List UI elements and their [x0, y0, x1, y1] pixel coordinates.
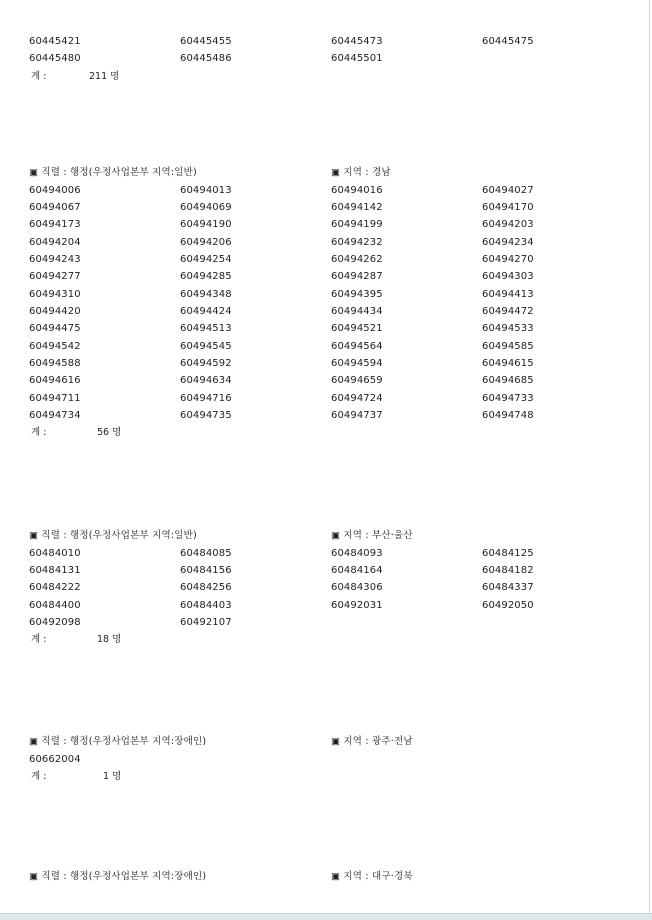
applicant-number: 60494270	[482, 253, 534, 265]
section-header	[0, 527, 650, 545]
total-row	[0, 424, 650, 442]
applicant-number: 60494748	[482, 409, 534, 421]
applicant-number: 60494737	[331, 409, 383, 421]
applicant-number: 60492031	[331, 599, 383, 611]
total-row	[0, 768, 650, 786]
applicant-number: 60494016	[331, 184, 383, 196]
applicant-number: 60445421	[29, 36, 81, 47]
applicant-number: 60494262	[331, 253, 383, 265]
applicant-number: 60484400	[29, 599, 81, 611]
applicant-number: 60494716	[180, 392, 232, 404]
applicant-number: 60494521	[331, 323, 383, 335]
applicant-number: 60494206	[180, 236, 232, 248]
applicant-number: 60492107	[180, 616, 232, 628]
section-header	[0, 868, 650, 886]
applicant-number: 60484125	[482, 547, 534, 559]
job-series-label: ▣ 직렬 : 행정(우정사업본부 지역:장애인)	[29, 871, 207, 882]
applicant-number: 60445455	[180, 36, 232, 47]
applicant-number: 60494069	[180, 201, 232, 213]
applicant-number: 60494585	[482, 340, 534, 352]
code-grid	[29, 751, 650, 768]
section-header	[0, 164, 650, 182]
applicant-number: 60494013	[180, 184, 232, 196]
applicant-number: 60494199	[331, 219, 383, 231]
applicant-number: 60484256	[180, 582, 232, 594]
total-label: 계 :	[31, 634, 47, 646]
total-count: 1 명	[103, 770, 122, 782]
applicant-number: 60492050	[482, 599, 534, 611]
applicant-number: 60445480	[29, 53, 81, 65]
applicant-number: 60484093	[331, 547, 383, 559]
total-row	[0, 68, 650, 86]
applicant-number: 60494310	[29, 288, 81, 300]
applicant-number: 60494472	[482, 305, 534, 317]
applicant-number: 60484156	[180, 564, 232, 576]
job-series-label: ▣ 직렬 : 행정(우정사업본부 지역:일반)	[29, 530, 197, 541]
region-label: ▣ 지역 : 부산·울산	[331, 530, 413, 541]
applicant-number: 60484164	[331, 564, 383, 576]
applicant-number: 60494634	[180, 375, 232, 387]
applicant-number: 60494420	[29, 305, 81, 317]
applicant-number: 60494594	[331, 357, 383, 369]
result-section-gwangju-jeonnam	[0, 733, 650, 785]
applicant-number: 60484337	[482, 582, 534, 594]
total-count: 211 명	[89, 70, 120, 82]
applicant-number: 60494545	[180, 340, 232, 352]
applicant-number: 60494615	[482, 357, 534, 369]
applicant-number: 60494735	[180, 409, 232, 421]
code-grid	[29, 33, 650, 68]
applicant-number: 60494711	[29, 392, 81, 404]
applicant-number: 60484306	[331, 582, 383, 594]
applicant-number: 60445475	[482, 36, 534, 47]
applicant-number: 60494287	[331, 271, 383, 283]
applicant-number: 60494170	[482, 201, 534, 213]
region-label: ▣ 지역 : 대구·경북	[331, 871, 413, 882]
applicant-number: 60494533	[482, 323, 534, 335]
code-grid	[29, 182, 650, 425]
total-count: 18 명	[97, 634, 122, 646]
applicant-number: 60484010	[29, 547, 81, 559]
code-grid	[29, 545, 650, 632]
section-header	[0, 733, 650, 751]
applicant-number: 60494588	[29, 357, 81, 369]
result-section-gyeongnam	[0, 164, 650, 442]
applicant-number: 60494234	[482, 236, 534, 248]
applicant-number: 60494592	[180, 357, 232, 369]
applicant-number: 60494513	[180, 323, 232, 335]
applicant-number: 60494685	[482, 375, 534, 387]
applicant-number: 60445473	[331, 36, 383, 47]
bottom-frame-bar	[0, 913, 652, 920]
applicant-number: 60662004	[29, 753, 81, 765]
applicant-number: 60494348	[180, 288, 232, 300]
applicant-number: 60494142	[331, 201, 383, 213]
applicant-number: 60484182	[482, 564, 534, 576]
job-series-label: ▣ 직렬 : 행정(우정사업본부 지역:일반)	[29, 167, 197, 178]
applicant-number: 60445501	[331, 53, 383, 65]
applicant-number: 60494424	[180, 305, 232, 317]
applicant-number: 60494190	[180, 219, 232, 231]
total-label: 계 :	[31, 70, 47, 82]
applicant-number: 60494277	[29, 271, 81, 283]
applicant-number: 60494006	[29, 184, 81, 196]
total-count: 56 명	[97, 427, 122, 439]
region-label: ▣ 지역 : 경남	[331, 167, 391, 178]
applicant-number: 60494659	[331, 375, 383, 387]
applicant-number: 60494564	[331, 340, 383, 352]
applicant-number: 60494475	[29, 323, 81, 335]
job-series-label: ▣ 직렬 : 행정(우정사업본부 지역:장애인)	[29, 736, 207, 747]
applicant-number: 60494616	[29, 375, 81, 387]
result-section-daegu-gyeongbuk	[0, 868, 650, 886]
applicant-number: 60494067	[29, 201, 81, 213]
total-row	[0, 631, 650, 649]
applicant-number: 60494734	[29, 409, 81, 421]
applicant-number: 60494434	[331, 305, 383, 317]
result-section-continued	[0, 33, 650, 85]
applicant-number: 60494724	[331, 392, 383, 404]
applicant-number: 60494232	[331, 236, 383, 248]
applicant-number: 60445486	[180, 53, 232, 65]
applicant-number: 60494203	[482, 219, 534, 231]
applicant-number: 60494303	[482, 271, 534, 283]
total-label: 계 :	[31, 770, 47, 782]
applicant-number: 60494204	[29, 236, 81, 248]
applicant-number: 60484131	[29, 564, 81, 576]
applicant-number: 60484085	[180, 547, 232, 559]
applicant-number: 60494542	[29, 340, 81, 352]
applicant-number: 60484403	[180, 599, 232, 611]
total-label: 계 :	[31, 427, 47, 439]
applicant-number: 60492098	[29, 616, 81, 628]
applicant-number: 60494027	[482, 184, 534, 196]
applicant-number: 60494285	[180, 271, 232, 283]
applicant-number: 60494243	[29, 253, 81, 265]
region-label: ▣ 지역 : 광주·전남	[331, 736, 413, 747]
applicant-number: 60494254	[180, 253, 232, 265]
result-section-busan-ulsan	[0, 527, 650, 649]
applicant-number: 60494395	[331, 288, 383, 300]
applicant-number: 60484222	[29, 582, 81, 594]
applicant-number: 60494413	[482, 288, 534, 300]
applicant-number: 60494733	[482, 392, 534, 404]
applicant-number: 60494173	[29, 219, 81, 231]
